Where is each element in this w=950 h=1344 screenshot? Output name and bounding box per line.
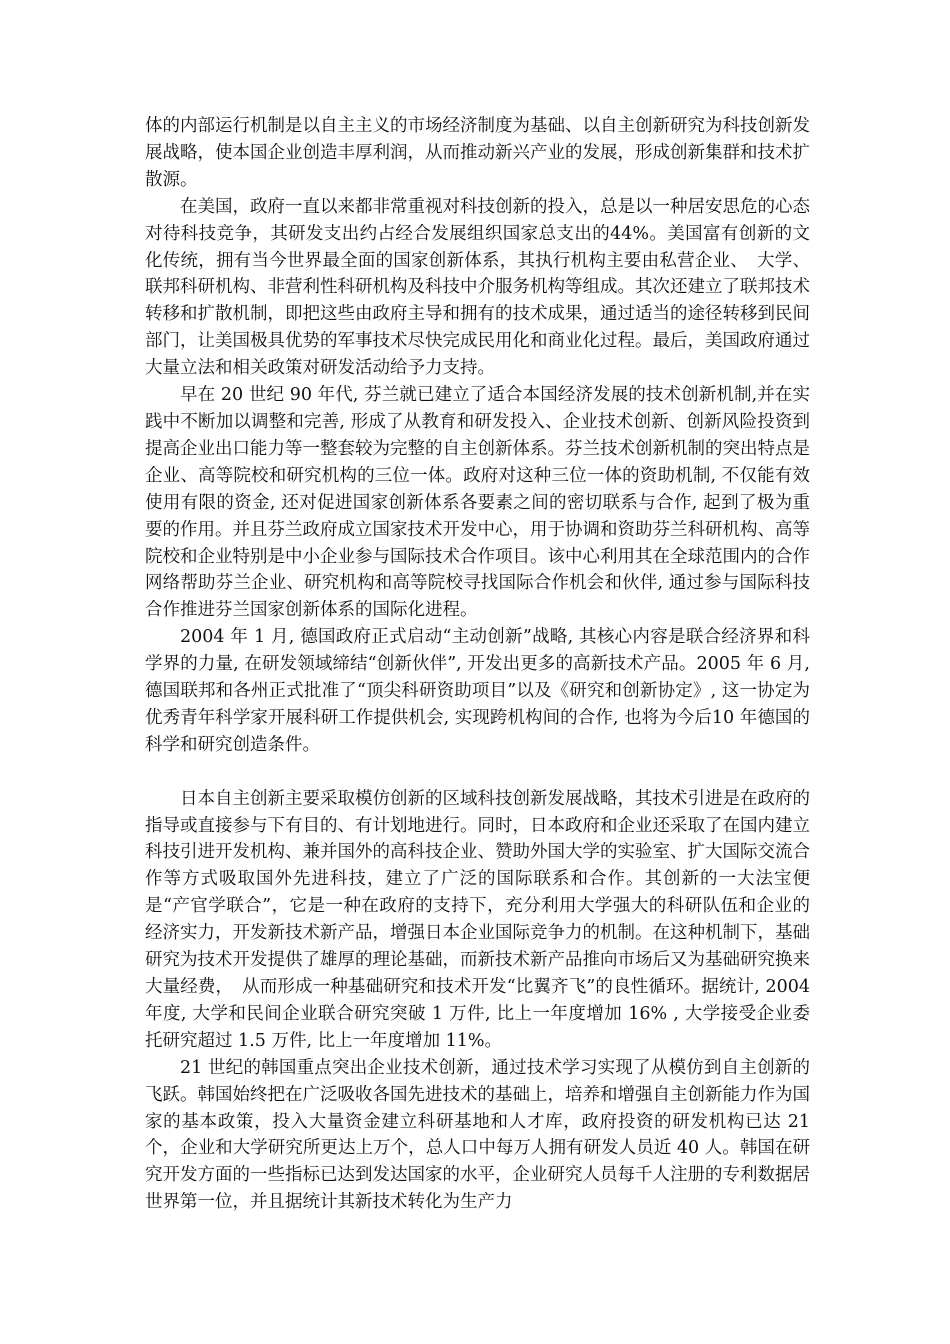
paragraph-continued-intro: 体的内部运行机制是以自主主义的市场经济制度为基础、以自主创新研究为科技创新发展战略，使本国企业创造丰厚利润，从而推动新兴产业的发展，形成创新集群和技术扩散源。 (145, 116, 810, 190)
paragraph-gap (145, 759, 810, 786)
paragraph-germany: 2004 年 1 月, 德国政府正式启动“主动创新”战略, 其核心内容是联合经济界和科学界的力量, 在研发领域缔结“创新伙伴”, 开发出更多的高新技术产品。2005 年 6 月, 德国联邦和各州正式批准了“顶尖科研资助项目”以及《研究和创新协定》, 这一协定为优秀青年科学家开展科研工作提供机会, 实现跨机构间的合作, 也将为今后10 年德国的科学和研究创造条件。 (145, 627, 810, 755)
paragraph-finland: 早在 20 世纪 90 年代, 芬兰就已建立了适合本国经济发展的技术创新机制,并在实践中不断加以调整和完善, 形成了从教育和研发投入、企业技术创新、创新风险投资到提高企业出口能力等一整套较为完整的自主创新体系。芬兰技术创新机制的突出特点是企业、高等院校和研究机构的三位一体。政府对这种三位一体的资助机制, 不仅能有效使用有限的资金, 还对促进国家创新体系各要素之间的密切联系与合作, 起到了极为重要的作用。并且芬兰政府成立国家技术开发中心，用于协调和资助芬兰科研机构、高等院校和企业特别是中小企业参与国际技术合作项目。该中心利用其在全球范围内的合作网络帮助芬兰企业、研究机构和高等院校寻找国际合作机会和伙伴, 通过参与国际科技合作推进芬兰国家创新体系的国际化进程。 (145, 385, 810, 621)
paragraph-korea: 21 世纪的韩国重点突出企业技术创新，通过技术学习实现了从模仿到自主创新的飞跃。韩国始终把在广泛吸收各国先进技术的基础上，培养和增强自主创新能力作为国家的基本政策，投入大量资金建立科研基地和人才库，政府投资的研发机构已达 21 个，企业和大学研究所更达上万个，总人口中每万人拥有研发人员近 40 人。韩国在研究开发方面的一些指标已达到发达国家的水平，企业研究人员每千人注册的专利数据居世界第一位，并且据统计其新技术转化为生产力 (145, 1057, 810, 1213)
document-body (145, 113, 810, 1216)
paragraph-usa: 在美国，政府一直以来都非常重视对科技创新的投入，总是以一种居安思危的心态对待科技竞争，其研发支出约占经合发展组织国家总支出的44%。美国富有创新的文化传统，拥有当今世界最全面的国家创新体系，其执行机构主要由私营企业、 大学、联邦科研机构、非营利性科研机构及科技中介服务机构等组成。其次还建立了联邦技术转移和扩散机制，即把这些由政府主导和拥有的技术成果，通过适当的途径转移到民间部门，让美国极具优势的军事技术尽快完成民用化和商业化过程。最后，美国政府通过大量立法和相关政策对研发活动给予力支持。 (145, 196, 810, 379)
paragraph-japan: 日本自主创新主要采取模仿创新的区域科技创新发展战略，其技术引进是在政府的指导或直接参与下有目的、有计划地进行。同时，日本政府和企业还采取了在国内建立科技引进开发机构、兼并国外的高科技企业、赞助外国大学的实验室、扩大国际交流合作等方式吸取国外先进科技，建立了广泛的国际联系和合作。其创新的一大法宝便是“产官学联合”，它是一种在政府的支持下，充分利用大学强大的科研队伍和企业的经济实力，开发新技术新产品，增强日本企业国际竞争力的机制。在这种机制下，基础研究为技术开发提供了雄厚的理论基础，而新技术新产品推向市场后又为基础研究换来大量经费， 从而形成一种基础研究和技术开发“比翼齐飞”的良性循环。据统计, 2004 年度, 大学和民间企业联合研究突破 1 万件, 比上一年度增加 16% , 大学接受企业委托研究超过 1.5 万件, 比上一年度增加 11%。 (145, 788, 810, 1051)
